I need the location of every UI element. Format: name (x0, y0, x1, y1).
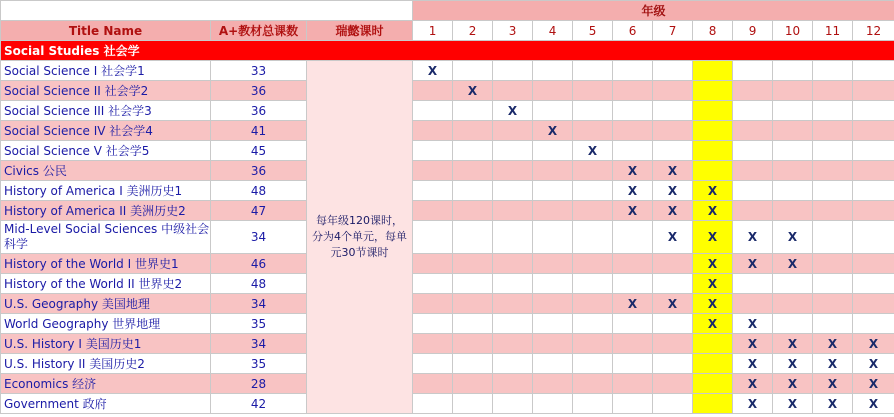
grade-cell-8: X (693, 294, 733, 314)
grade-cell-1 (413, 254, 453, 274)
grade-cell-3 (493, 61, 533, 81)
grade-cell-3 (493, 161, 533, 181)
grade-cell-11 (813, 294, 853, 314)
grade-cell-1 (413, 314, 453, 334)
grade-cell-7: X (653, 161, 693, 181)
grade-number-12: 12 (853, 21, 894, 41)
grade-cell-4: X (533, 121, 573, 141)
grade-cell-6 (613, 334, 653, 354)
grade-cell-2 (453, 61, 493, 81)
grade-cell-1 (413, 121, 453, 141)
course-name: Mid-Level Social Sciences 中级社会科学 (1, 221, 211, 254)
grade-cell-9: X (733, 254, 773, 274)
grade-cell-1 (413, 101, 453, 121)
grade-cell-10 (773, 101, 813, 121)
course-name: History of the World II 世界史2 (1, 274, 211, 294)
grade-cell-3: X (493, 101, 533, 121)
grade-cell-1 (413, 274, 453, 294)
grade-cell-4 (533, 61, 573, 81)
grade-cell-3 (493, 81, 533, 101)
course-lesson-count: 34 (211, 221, 307, 254)
grade-cell-12 (853, 181, 894, 201)
grade-cell-4 (533, 294, 573, 314)
grade-cell-10 (773, 141, 813, 161)
grade-cell-12: X (853, 394, 894, 414)
grade-cell-12 (853, 141, 894, 161)
grade-cell-4 (533, 201, 573, 221)
grade-cell-4 (533, 334, 573, 354)
grade-cell-9 (733, 274, 773, 294)
grade-cell-11 (813, 314, 853, 334)
grade-cell-1 (413, 394, 453, 414)
grade-cell-9: X (733, 394, 773, 414)
table-row (1, 374, 894, 394)
grade-cell-9 (733, 201, 773, 221)
grade-cell-2 (453, 221, 493, 254)
grade-cell-12 (853, 314, 894, 334)
table-row (1, 254, 894, 274)
grade-cell-9 (733, 161, 773, 181)
column-header-row (1, 21, 894, 41)
grade-cell-7 (653, 81, 693, 101)
grade-cell-11 (813, 121, 853, 141)
grade-cell-10 (773, 314, 813, 334)
grade-cell-6 (613, 141, 653, 161)
grade-cell-2 (453, 314, 493, 334)
table-row (1, 394, 894, 414)
course-name: U.S. History I 美国历史1 (1, 334, 211, 354)
ruiyi-hours-header: 瑞懿课时 (307, 21, 413, 41)
grade-cell-1 (413, 181, 453, 201)
grade-cell-5 (573, 201, 613, 221)
grade-cell-3 (493, 294, 533, 314)
grade-cell-7 (653, 314, 693, 334)
grade-cell-7 (653, 254, 693, 274)
grade-cell-5 (573, 394, 613, 414)
course-name: History of the World I 世界史1 (1, 254, 211, 274)
grade-cell-4 (533, 101, 573, 121)
grade-cell-1: X (413, 61, 453, 81)
grade-cell-5 (573, 121, 613, 141)
ruiyi-hours-note: 每年级120课时，分为4个单元，每单元30节课时 (307, 61, 413, 414)
grade-number-2: 2 (453, 21, 493, 41)
grade-cell-5 (573, 101, 613, 121)
grade-cell-12: X (853, 354, 894, 374)
grade-cell-9 (733, 294, 773, 314)
grade-number-3: 3 (493, 21, 533, 41)
grade-cell-10 (773, 181, 813, 201)
grade-cell-3 (493, 181, 533, 201)
grade-number-1: 1 (413, 21, 453, 41)
grade-cell-2 (453, 161, 493, 181)
course-name: Social Science IV 社会学4 (1, 121, 211, 141)
grade-cell-3 (493, 254, 533, 274)
grade-cell-8 (693, 354, 733, 374)
grade-cell-6 (613, 394, 653, 414)
grade-cell-11 (813, 141, 853, 161)
grade-number-10: 10 (773, 21, 813, 41)
grade-cell-7 (653, 374, 693, 394)
grade-cell-6 (613, 61, 653, 81)
section-row (1, 41, 894, 61)
table-row (1, 141, 894, 161)
course-name: History of America I 美洲历史1 (1, 181, 211, 201)
grade-cell-2 (453, 141, 493, 161)
course-name: U.S. Geography 美国地理 (1, 294, 211, 314)
grade-cell-9: X (733, 354, 773, 374)
grade-cell-6: X (613, 294, 653, 314)
course-name: U.S. History II 美国历史2 (1, 354, 211, 374)
grade-cell-7: X (653, 201, 693, 221)
grade-cell-11 (813, 81, 853, 101)
grade-number-9: 9 (733, 21, 773, 41)
grade-number-8: 8 (693, 21, 733, 41)
grade-cell-12 (853, 161, 894, 181)
grade-cell-5 (573, 161, 613, 181)
grade-cell-7 (653, 274, 693, 294)
grade-cell-3 (493, 354, 533, 374)
grade-cell-2 (453, 374, 493, 394)
grade-cell-8: X (693, 221, 733, 254)
grade-cell-9 (733, 141, 773, 161)
grade-cell-11: X (813, 394, 853, 414)
grade-cell-6 (613, 221, 653, 254)
grade-cell-3 (493, 394, 533, 414)
grade-cell-4 (533, 81, 573, 101)
grade-cell-10: X (773, 354, 813, 374)
table-row (1, 314, 894, 334)
course-name: Social Science I 社会学1 (1, 61, 211, 81)
grade-cell-12 (853, 294, 894, 314)
grade-cell-8 (693, 81, 733, 101)
grade-cell-8: X (693, 181, 733, 201)
course-lesson-count: 42 (211, 394, 307, 414)
grade-cell-2 (453, 354, 493, 374)
grade-cell-5 (573, 334, 613, 354)
grade-cell-8 (693, 101, 733, 121)
course-name: Civics 公民 (1, 161, 211, 181)
grade-cell-9 (733, 121, 773, 141)
grade-cell-12 (853, 121, 894, 141)
course-lesson-count: 48 (211, 274, 307, 294)
grade-cell-4 (533, 354, 573, 374)
grade-cell-10: X (773, 394, 813, 414)
grade-cell-6 (613, 101, 653, 121)
course-name: Government 政府 (1, 394, 211, 414)
header-blank (1, 1, 413, 21)
grade-cell-1 (413, 294, 453, 314)
grade-cell-10 (773, 81, 813, 101)
grade-cell-4 (533, 221, 573, 254)
grade-cell-12 (853, 61, 894, 81)
grade-cell-4 (533, 141, 573, 161)
grade-cell-1 (413, 201, 453, 221)
table-row (1, 101, 894, 121)
grade-cell-7: X (653, 294, 693, 314)
grade-cell-10: X (773, 334, 813, 354)
grade-cell-9 (733, 101, 773, 121)
grade-number-7: 7 (653, 21, 693, 41)
grade-cell-6 (613, 354, 653, 374)
grade-cell-5 (573, 81, 613, 101)
table-row (1, 354, 894, 374)
course-name: Social Science II 社会学2 (1, 81, 211, 101)
course-lesson-count: 33 (211, 61, 307, 81)
grade-cell-6 (613, 254, 653, 274)
grade-cell-3 (493, 374, 533, 394)
grade-cell-10 (773, 161, 813, 181)
course-name: Social Science V 社会学5 (1, 141, 211, 161)
grade-number-5: 5 (573, 21, 613, 41)
grade-cell-4 (533, 254, 573, 274)
grade-cell-4 (533, 274, 573, 294)
grade-cell-6: X (613, 161, 653, 181)
grade-cell-2 (453, 121, 493, 141)
grade-cell-12 (853, 221, 894, 254)
table-row (1, 334, 894, 354)
course-lesson-count: 34 (211, 294, 307, 314)
grade-cell-11: X (813, 354, 853, 374)
table-row (1, 294, 894, 314)
grade-cell-5 (573, 221, 613, 254)
grade-cell-6 (613, 374, 653, 394)
grade-cell-8 (693, 141, 733, 161)
course-name: History of America II 美洲历史2 (1, 201, 211, 221)
grade-cell-11 (813, 101, 853, 121)
grade-cell-9: X (733, 374, 773, 394)
grade-cell-7: X (653, 181, 693, 201)
grade-cell-10: X (773, 254, 813, 274)
course-lesson-count: 36 (211, 161, 307, 181)
grade-cell-6 (613, 121, 653, 141)
grade-cell-2 (453, 334, 493, 354)
grade-title: 年级 (413, 1, 894, 21)
grade-cell-2 (453, 201, 493, 221)
table-row (1, 61, 894, 81)
total-lessons-header: A+教材总课数 (211, 21, 307, 41)
grade-cell-7 (653, 354, 693, 374)
grade-cell-8: X (693, 201, 733, 221)
grade-cell-9: X (733, 221, 773, 254)
grade-cell-10 (773, 274, 813, 294)
grade-cell-2 (453, 274, 493, 294)
grade-cell-11: X (813, 374, 853, 394)
course-lesson-count: 41 (211, 121, 307, 141)
grade-cell-4 (533, 314, 573, 334)
section-label: Social Studies 社会学 (1, 41, 894, 61)
grade-title-row (1, 1, 894, 21)
course-lesson-count: 34 (211, 334, 307, 354)
grade-cell-11 (813, 161, 853, 181)
grade-cell-11 (813, 181, 853, 201)
course-lesson-count: 36 (211, 101, 307, 121)
grade-cell-1 (413, 334, 453, 354)
grade-cell-2: X (453, 81, 493, 101)
grade-cell-10 (773, 121, 813, 141)
course-name: Social Science III 社会学3 (1, 101, 211, 121)
grade-cell-1 (413, 354, 453, 374)
title-name-header: Title Name (1, 21, 211, 41)
table-row (1, 161, 894, 181)
grade-cell-9 (733, 181, 773, 201)
grade-cell-6: X (613, 181, 653, 201)
grade-cell-11 (813, 221, 853, 254)
grade-cell-2 (453, 101, 493, 121)
course-lesson-count: 35 (211, 314, 307, 334)
grade-cell-11 (813, 61, 853, 81)
grade-cell-4 (533, 181, 573, 201)
course-lesson-count: 47 (211, 201, 307, 221)
grade-cell-5 (573, 294, 613, 314)
grade-cell-7 (653, 121, 693, 141)
grade-number-6: 6 (613, 21, 653, 41)
grade-cell-6 (613, 274, 653, 294)
course-lesson-count: 28 (211, 374, 307, 394)
grade-cell-8: X (693, 274, 733, 294)
grade-cell-10 (773, 294, 813, 314)
grade-cell-9 (733, 61, 773, 81)
grade-cell-7: X (653, 221, 693, 254)
grade-cell-11 (813, 201, 853, 221)
grade-cell-5 (573, 314, 613, 334)
grade-cell-9: X (733, 334, 773, 354)
course-lesson-count: 45 (211, 141, 307, 161)
grade-cell-10: X (773, 221, 813, 254)
table-row (1, 221, 894, 254)
grade-cell-5 (573, 61, 613, 81)
grade-cell-7 (653, 334, 693, 354)
grade-cell-3 (493, 314, 533, 334)
grade-cell-8 (693, 374, 733, 394)
grade-cell-3 (493, 221, 533, 254)
course-lesson-count: 35 (211, 354, 307, 374)
grade-cell-5 (573, 374, 613, 394)
grade-cell-3 (493, 334, 533, 354)
grade-cell-3 (493, 141, 533, 161)
grade-cell-4 (533, 161, 573, 181)
grade-number-4: 4 (533, 21, 573, 41)
grade-cell-9: X (733, 314, 773, 334)
grade-cell-8 (693, 121, 733, 141)
grade-cell-12 (853, 254, 894, 274)
grade-cell-5 (573, 181, 613, 201)
grade-cell-3 (493, 201, 533, 221)
grade-cell-8: X (693, 254, 733, 274)
course-name: World Geography 世界地理 (1, 314, 211, 334)
grade-cell-12 (853, 201, 894, 221)
grade-cell-7 (653, 141, 693, 161)
grade-cell-12: X (853, 334, 894, 354)
course-lesson-count: 48 (211, 181, 307, 201)
grade-cell-1 (413, 141, 453, 161)
table-row (1, 201, 894, 221)
table-row (1, 81, 894, 101)
course-name: Economics 经济 (1, 374, 211, 394)
grade-cell-11 (813, 254, 853, 274)
grade-cell-12 (853, 81, 894, 101)
grade-cell-2 (453, 254, 493, 274)
grade-cell-1 (413, 221, 453, 254)
grade-cell-12: X (853, 374, 894, 394)
grade-cell-2 (453, 181, 493, 201)
grade-cell-3 (493, 274, 533, 294)
grade-cell-11 (813, 274, 853, 294)
course-lesson-count: 36 (211, 81, 307, 101)
grade-cell-2 (453, 394, 493, 414)
grade-cell-1 (413, 81, 453, 101)
grade-cell-4 (533, 374, 573, 394)
table-row (1, 181, 894, 201)
grade-cell-5: X (573, 141, 613, 161)
grade-cell-12 (853, 274, 894, 294)
grade-cell-8 (693, 394, 733, 414)
grade-cell-6 (613, 81, 653, 101)
grade-cell-5 (573, 354, 613, 374)
grade-cell-5 (573, 254, 613, 274)
grade-number-11: 11 (813, 21, 853, 41)
grade-cell-3 (493, 121, 533, 141)
grade-cell-11: X (813, 334, 853, 354)
table-row (1, 274, 894, 294)
grade-cell-6: X (613, 201, 653, 221)
table-row (1, 121, 894, 141)
grade-cell-10: X (773, 374, 813, 394)
grade-cell-7 (653, 394, 693, 414)
grade-cell-9 (733, 81, 773, 101)
grade-cell-5 (573, 274, 613, 294)
grade-cell-8 (693, 161, 733, 181)
grade-cell-2 (453, 294, 493, 314)
grade-cell-10 (773, 61, 813, 81)
grade-cell-4 (533, 394, 573, 414)
grade-cell-8: X (693, 314, 733, 334)
grade-cell-7 (653, 101, 693, 121)
grade-cell-1 (413, 374, 453, 394)
grade-cell-10 (773, 201, 813, 221)
grade-cell-1 (413, 161, 453, 181)
grade-cell-8 (693, 334, 733, 354)
grade-cell-12 (853, 101, 894, 121)
grade-cell-7 (653, 61, 693, 81)
course-lesson-count: 46 (211, 254, 307, 274)
grade-cell-6 (613, 314, 653, 334)
grade-cell-8 (693, 61, 733, 81)
